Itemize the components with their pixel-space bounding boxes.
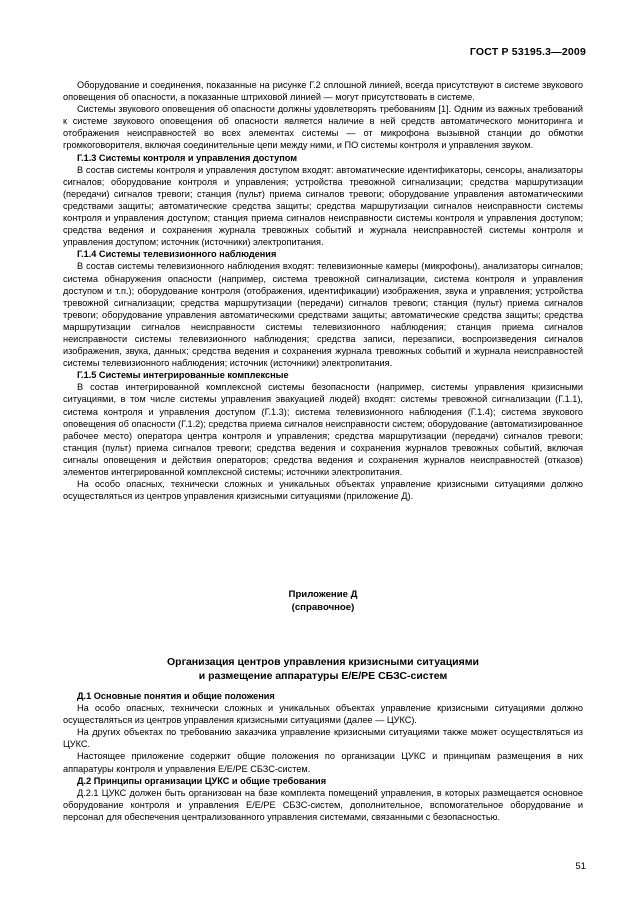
page-number: 51	[575, 861, 586, 872]
paragraph: В состав системы контроля и управления доступом входят: автоматические идентификаторы, сенсоры, анализаторы сигналов; оборудование контроля и управления; устройства тревожной сигнализации; средства маршрутизации (передачи) сигналов тревоги; станция (пульт) приема сигналов тревоги; оборудование управления автоматическими средствами защиты; автоматические средства защиты; средства маршрутизации сигналов неисправности системы контроля и управления доступом; станция приема сигналов неисправности системы контроля и управления доступом; средства ведения и сохранения журнала тревожных событий и журнала неисправностей системы контроля и управления доступом; источник (источники) электропитания.	[63, 164, 583, 248]
subsection-heading-g13: Г.1.3 Системы контроля и управления доступом	[77, 152, 298, 163]
paragraph: На других объектах по требованию заказчика управление кризисными ситуациями также может осуществляться из ЦУКС.	[63, 727, 583, 750]
paragraph: В состав системы телевизионного наблюдения входят: телевизионные камеры (микрофоны), анализаторы сигналов; система обнаружения опасности (например, система тревожной сигнализации, система контроля и управления доступом и т.п.); оборудование контроля (отображения, идентификации) изображения, звука и управления; устройства тревожной сигнализации; средства маршрутизации (передачи) сигналов тревоги; станция (пульт) приема сигналов тревоги; оборудование управления автоматическими средствами защиты; автоматические средства защиты; средства маршрутизации сигналов неисправности системы телевизионного наблюдения; станция приема сигналов неисправности системы телевизионного наблюдения; средства записи, перезаписи, воспроизведения сигналов изображения, звука, данных; средства ведения и сохранения журнала тревожных событий и журнала неисправностей системы телевизионного наблюдения; источник (источники) электропитания.	[63, 261, 583, 369]
annex-title-line1: Организация центров управления кризисными ситуациями	[167, 656, 479, 668]
paragraph: Д.2.1 ЦУКС должен быть организован на базе комплекта помещений управления, в которых размещается основное оборудование контроля и управления E/E/PE СБЗС-систем, дополнительное, вспомогательное оборудование и персонал для обеспечения централизованного управления системами, связанными с безопасностью.	[63, 787, 583, 822]
annex-title-line2: и размещение аппаратуры E/E/PE СБЗС-систем	[198, 670, 448, 682]
paragraph: На особо опасных, технически сложных и уникальных объектах управление кризисными ситуациями должно осуществляться из центров управления кризисными ситуациями (приложение Д).	[63, 479, 583, 502]
annex-label-block	[63, 589, 583, 614]
subsection-heading-g15: Г.1.5 Системы интегрированные комплексные	[77, 370, 289, 381]
paragraph: Системы звукового оповещения об опасности должны удовлетворять требованиям [1]. Одним из важных требований к системе звукового оповещения об опасности является наличие в ней средств автоматического мониторинга и отображения неисправностей во всех элементах системы — от микрофона вызывной станции до обмотки громкоговорителя, включая соединительные цепи между ними, и ПО системы контроля и управления звуком.	[63, 104, 583, 151]
annex-kind: (справочное)	[291, 601, 355, 613]
paragraph: В состав интегрированной комплексной системы безопасности (например, системы управления кризисными ситуациями, в том числе системы управления эвакуацией людей) входят: системы тревожной сигнализации (Г.1.1), система контроля и управления доступом (Г.1.3); система телевизионного наблюдения (Г.1.4); система звукового оповещения об опасности (Г.1.2); средства приема сигналов неисправности систем; оборудование (автоматизированное рабочее место) оператора центра контроля и управления; средства маршрутизации (передачи) сигналов тревоги; станция (пульт) приема сигналов тревоги; средства ведения и сохранения журналов тревожных событий, включая сигналы оповещения и действия операторов; средства ведения и сохранения журналов неисправностей (отказов) элементов интегрированной комплексной системы; источники электропитания.	[63, 382, 583, 477]
section-heading-d1: Д.1 Основные понятия и общие положения	[77, 691, 275, 701]
section-heading-d2: Д.2 Принципы организации ЦУКС и общие требования	[77, 775, 327, 786]
section-d-text	[63, 690, 583, 823]
subsection-heading-g14: Г.1.4 Системы телевизионного наблюдения	[77, 249, 277, 260]
paragraph: Настоящее приложение содержит общие положения по организации ЦУКС и принципам размещения в них аппаратуры контроля и управления E/E/PE СБЗС-систем.	[63, 751, 583, 774]
section-g1-text	[63, 79, 583, 502]
standard-header: ГОСТ Р 53195.3—2009	[469, 46, 586, 58]
paragraph: Оборудование и соединения, показанные на рисунке Г.2 сплошной линией, всегда присутствуют в системе звукового оповещения об опасности, а показанные штриховой линией — могут присутствовать в системе.	[63, 80, 583, 103]
annex-title	[63, 655, 583, 683]
paragraph: На особо опасных, технически сложных и уникальных объектах управление кризисными ситуациями должно осуществляться из центров управления кризисными ситуациями (далее — ЦУКС).	[63, 703, 583, 726]
annex-label: Приложение Д	[288, 589, 358, 600]
